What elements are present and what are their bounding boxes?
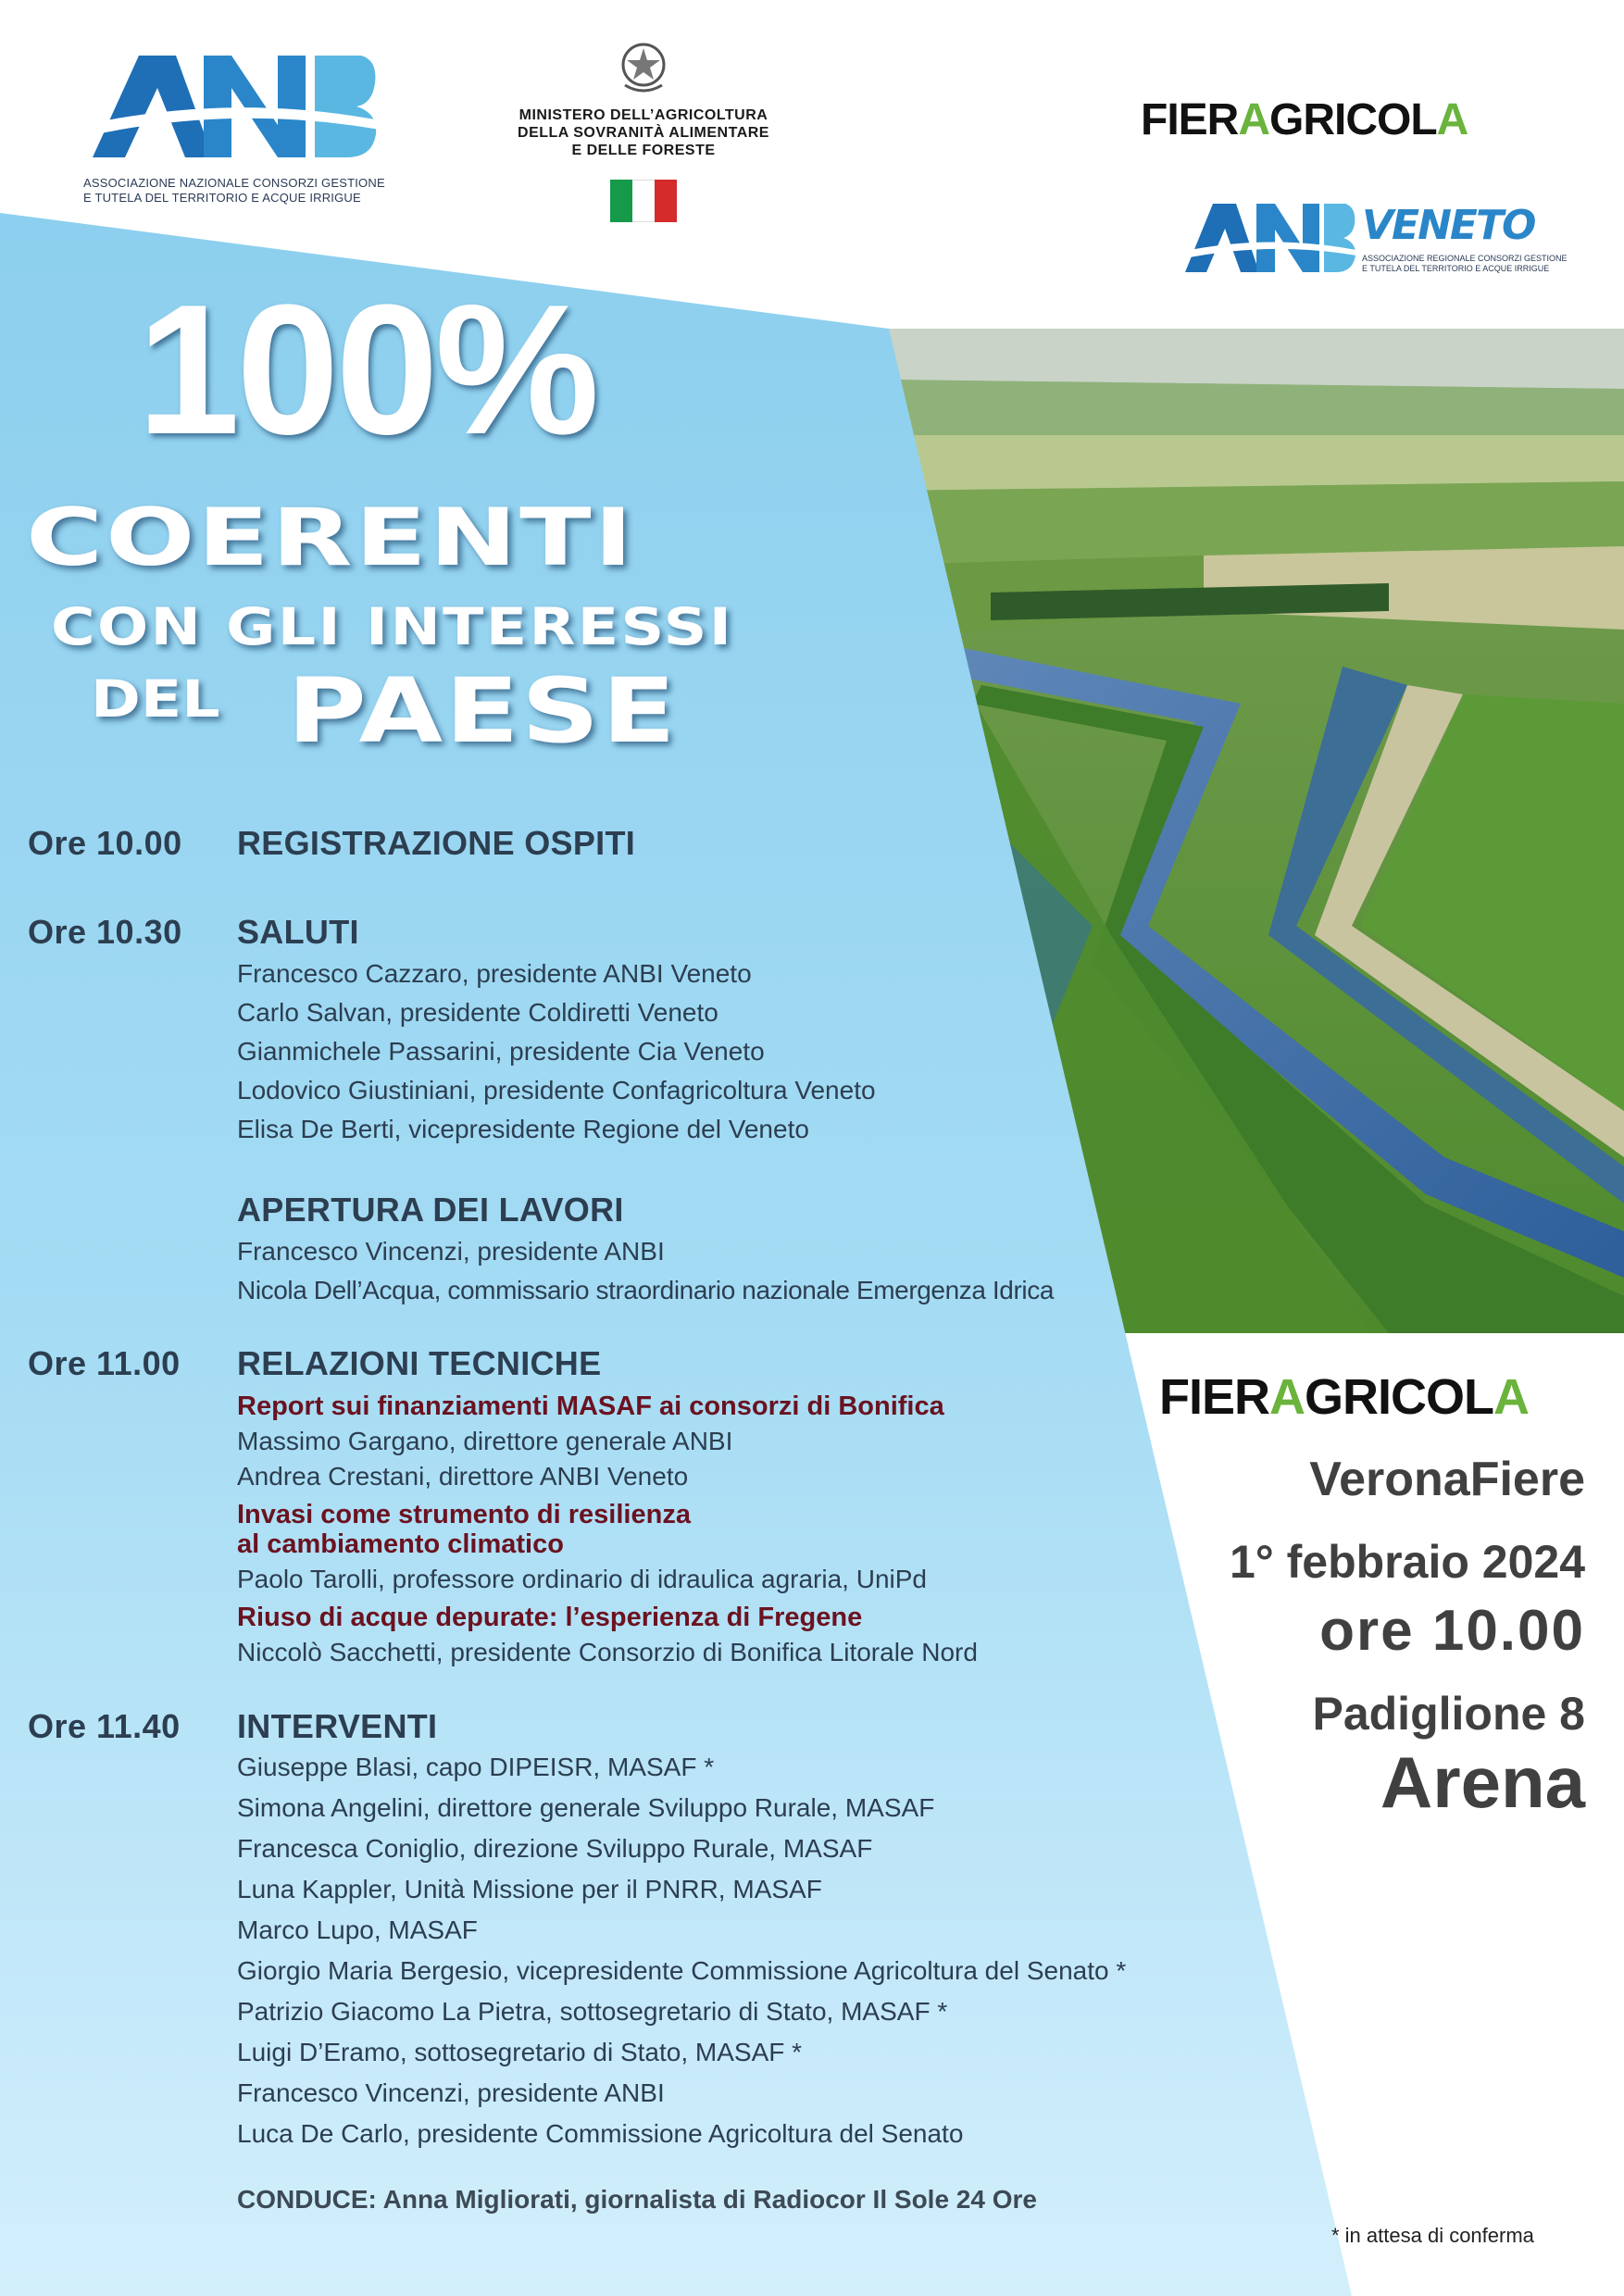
event-venue: VeronaFiere	[1309, 1453, 1585, 1506]
talk-report-speaker-1: Massimo Gargano, direttore generale ANBI	[237, 1427, 733, 1455]
talk-riuso-title: Riuso di acque depurate: l’esperienza di Fregene	[237, 1603, 863, 1632]
interventi-speaker-2: Simona Angelini, direttore generale Sviluppo Rurale, MASAF	[237, 1793, 935, 1822]
headline-coerenti: COERENTI	[26, 492, 636, 584]
fiera-text-4: A	[1436, 95, 1468, 144]
anbi-logo	[83, 37, 385, 213]
anbi-veneto-tagline-2: E TUTELA DEL TERRITORIO E ACQUE IRRIGUE	[1362, 264, 1550, 273]
headline-paese: PAESE	[287, 659, 679, 763]
anbi-veneto-tagline	[1362, 254, 1568, 274]
apertura-speaker-2: Nicola Dell’Acqua, commissario straordinario nazionale Emergenza Idrica	[237, 1276, 1054, 1304]
ministry-line-2: DELLA SOVRANITÀ ALIMENTARE	[518, 125, 769, 141]
interventi-speaker-7: Patrizio Giacomo La Pietra, sottosegretario di Stato, MASAF *	[237, 1997, 948, 2026]
interventi-speaker-3: Francesca Coniglio, direzione Sviluppo Rurale, MASAF	[237, 1834, 873, 1863]
headline-del: DEL	[91, 669, 220, 729]
anbi-tagline-2: E TUTELA DEL TERRITORIO E ACQUE IRRIGUE	[83, 191, 361, 205]
saluti-speaker-3: Gianmichele Passarini, presidente Cia Veneto	[237, 1037, 765, 1066]
talk-invasi-title-2: al cambiamento climatico	[237, 1529, 564, 1559]
heading-relazioni: RELAZIONI TECNICHE	[237, 1344, 602, 1382]
event-time: ore 10.00	[1319, 1599, 1585, 1663]
time-saluti: Ore 10.30	[28, 913, 182, 951]
saluti-speaker-1: Francesco Cazzaro, presidente ANBI Veneto	[237, 959, 752, 988]
talk-riuso-speaker-1: Niccolò Sacchetti, presidente Consorzio di Bonifica Litorale Nord	[237, 1638, 978, 1666]
fiera-event-text-4: A	[1493, 1369, 1530, 1425]
heading-interventi: INTERVENTI	[237, 1707, 438, 1745]
anbi-tagline	[83, 176, 385, 206]
anbi-veneto-tagline-1: ASSOCIAZIONE REGIONALE CONSORZI GESTIONE	[1362, 254, 1568, 263]
moderator-line: CONDUCE: Anna Migliorati, giornalista di Radiocor Il Sole 24 Ore	[237, 2185, 1037, 2214]
fiera-text-2: A	[1238, 95, 1270, 144]
anbi-veneto-logo	[1181, 196, 1568, 280]
fieragricola-logo-event	[1159, 1368, 1529, 1426]
interventi-speaker-8: Luigi D’Eramo, sottosegretario di Stato, MASAF *	[237, 2038, 803, 2066]
ministry-line-1: MINISTERO DELL’AGRICOLTURA	[518, 107, 768, 123]
time-registrazione: Ore 10.00	[28, 824, 182, 862]
event-date: 1° febbraio 2024	[1229, 1536, 1585, 1588]
interventi-speaker-9: Francesco Vincenzi, presidente ANBI	[237, 2078, 665, 2107]
fiera-event-text-1: FIER	[1159, 1369, 1270, 1425]
ministry-logo	[481, 37, 806, 231]
saluti-speaker-4: Lodovico Giustiniani, presidente Confagricoltura Veneto	[237, 1076, 876, 1104]
fiera-event-text-3: GRICOL	[1305, 1369, 1494, 1425]
anbi-logo-mark	[83, 37, 380, 167]
interventi-speaker-1: Giuseppe Blasi, capo DIPEISR, MASAF *	[237, 1753, 715, 1781]
interventi-speaker-4: Luna Kappler, Unità Missione per il PNRR, MASAF	[237, 1875, 822, 1903]
fiera-text-1: FIER	[1141, 95, 1239, 144]
talk-report-title: Report sui finanziamenti MASAF ai consorzi di Bonifica	[237, 1391, 944, 1421]
anbi-veneto-mark	[1181, 196, 1356, 275]
time-interventi: Ore 11.40	[28, 1707, 181, 1745]
ministry-line-3: E DELLE FORESTE	[571, 143, 716, 158]
talk-report-speaker-2: Andrea Crestani, direttore ANBI Veneto	[237, 1462, 689, 1491]
veneto-word: VENETO	[1362, 202, 1535, 249]
talk-invasi-title-1: Invasi come strumento di resilienza	[237, 1500, 691, 1529]
time-relazioni: Ore 11.00	[28, 1344, 181, 1382]
headline-interessi: CON GLI INTERESSI	[51, 597, 734, 656]
footnote: * in attesa di conferma	[1331, 2224, 1534, 2247]
saluti-speaker-2: Carlo Salvan, presidente Coldiretti Veneto	[237, 998, 718, 1027]
fiera-text-3: GRICOL	[1269, 95, 1437, 144]
ministry-name	[481, 106, 806, 159]
headline-percent: 100%	[137, 267, 596, 473]
interventi-speaker-5: Marco Lupo, MASAF	[237, 1915, 478, 1944]
heading-saluti: SALUTI	[237, 913, 359, 951]
anbi-tagline-1: ASSOCIAZIONE NAZIONALE CONSORZI GESTIONE	[83, 176, 385, 190]
event-pavilion: Padiglione 8	[1312, 1688, 1585, 1740]
fiera-event-text-2: A	[1269, 1369, 1305, 1425]
saluti-speaker-5: Elisa De Berti, vicepresidente Regione del Veneto	[237, 1115, 809, 1143]
event-arena: Arena	[1380, 1741, 1585, 1823]
fieragricola-logo-top	[1141, 94, 1468, 145]
interventi-speaker-6: Giorgio Maria Bergesio, vicepresidente Commissione Agricoltura del Senato *	[237, 1956, 1127, 1985]
interventi-speaker-10: Luca De Carlo, presidente Commissione Agricoltura del Senato	[237, 2119, 964, 2148]
apertura-speaker-1: Francesco Vincenzi, presidente ANBI	[237, 1237, 665, 1266]
italian-flag-icon	[610, 180, 677, 222]
heading-apertura: APERTURA DEI LAVORI	[237, 1191, 624, 1229]
heading-registrazione: REGISTRAZIONE OSPITI	[237, 824, 636, 862]
talk-invasi-speaker-1: Paolo Tarolli, professore ordinario di idraulica agraria, UniPd	[237, 1565, 927, 1593]
republic-emblem-icon	[616, 37, 671, 97]
